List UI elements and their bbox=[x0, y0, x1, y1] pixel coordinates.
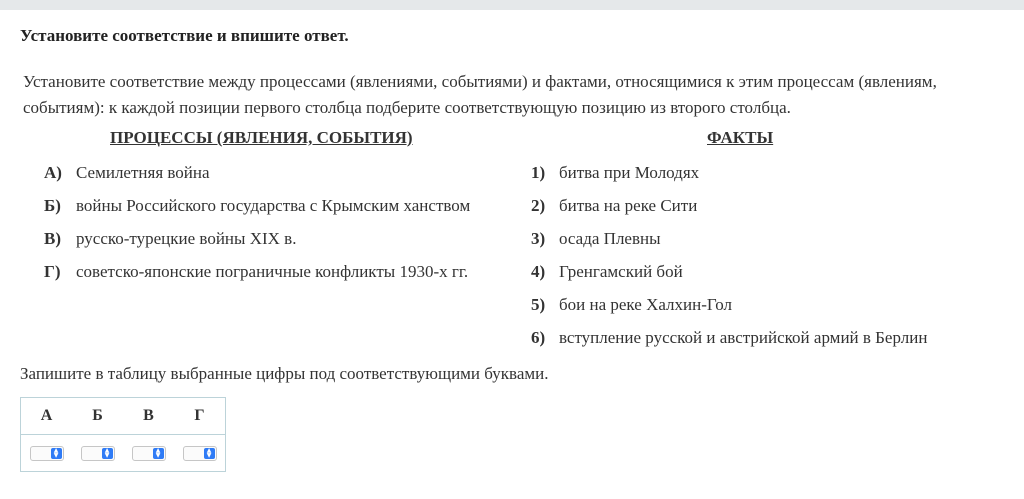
right-item-text: битва на реке Сити bbox=[559, 196, 698, 215]
answer-cell bbox=[174, 435, 226, 472]
up-down-chevron-icon: ▲ ▼ bbox=[51, 448, 62, 459]
right-item-label: 3) bbox=[531, 229, 546, 248]
left-item-v bbox=[44, 228, 296, 250]
answer-instruction: Запишите в таблицу выбранные цифры под соответствующими буквами. bbox=[20, 364, 549, 383]
answer-select-row bbox=[21, 435, 226, 472]
up-down-chevron-icon: ▲ ▼ bbox=[153, 448, 164, 459]
left-item-a bbox=[44, 162, 210, 184]
up-down-chevron-icon: ▲ ▼ bbox=[102, 448, 113, 459]
left-item-text: русско-турецкие войны XIX в. bbox=[76, 229, 297, 248]
right-item-text: осада Плевны bbox=[559, 229, 661, 248]
right-item-1 bbox=[531, 162, 699, 184]
left-item-g bbox=[44, 261, 468, 283]
right-item-label: 1) bbox=[531, 163, 546, 182]
right-item-4 bbox=[531, 261, 683, 283]
right-item-2 bbox=[531, 195, 697, 217]
task-header: Установите соответствие и впишите ответ. bbox=[20, 26, 349, 45]
top-bar bbox=[0, 0, 1024, 10]
right-item-label: 4) bbox=[531, 262, 546, 281]
answer-select-v[interactable] bbox=[132, 446, 166, 461]
up-down-chevron-icon: ▲ ▼ bbox=[204, 448, 215, 459]
answer-column-header: В bbox=[123, 398, 174, 435]
right-item-text: Гренгамский бой bbox=[559, 262, 683, 281]
answer-select-g[interactable] bbox=[183, 446, 217, 461]
left-item-text: Семилетняя война bbox=[76, 163, 210, 182]
left-item-text: советско-японские пограничные конфликты 1930-х гг. bbox=[76, 262, 469, 281]
answer-column-header: А bbox=[21, 398, 73, 435]
right-item-text: вступление русской и австрийской армий в Берлин bbox=[559, 328, 928, 347]
left-item-label: Г) bbox=[44, 262, 61, 281]
answer-select-a[interactable] bbox=[30, 446, 64, 461]
left-item-label: В) bbox=[44, 229, 61, 248]
right-item-text: битва при Молодях bbox=[559, 163, 700, 182]
answer-column-header: Б bbox=[72, 398, 123, 435]
left-column-heading: ПРОЦЕССЫ (ЯВЛЕНИЯ, СОБЫТИЯ) bbox=[110, 128, 413, 147]
right-item-5 bbox=[531, 294, 732, 316]
task-instruction: Установите соответствие между процессами (явлениями, событиями) и фактами, относящимися к этим процессам (явлениям, событиям): к каждой позиции первого столбца подберите соответствующую позицию из второго столбца. bbox=[23, 72, 937, 117]
right-item-label: 2) bbox=[531, 196, 546, 215]
answer-select-b[interactable] bbox=[81, 446, 115, 461]
answer-header-row bbox=[21, 398, 226, 435]
left-item-label: А) bbox=[44, 163, 62, 182]
left-item-text: войны Российского государства с Крымским ханством bbox=[76, 196, 471, 215]
right-column-heading: ФАКТЫ bbox=[707, 128, 774, 147]
left-item-b bbox=[44, 195, 470, 217]
answer-cell bbox=[123, 435, 174, 472]
right-item-label: 6) bbox=[531, 328, 546, 347]
right-item-3 bbox=[531, 228, 661, 250]
answer-cell bbox=[72, 435, 123, 472]
answer-column-header: Г bbox=[174, 398, 226, 435]
answer-cell bbox=[21, 435, 73, 472]
left-item-label: Б) bbox=[44, 196, 61, 215]
right-item-label: 5) bbox=[531, 295, 546, 314]
right-item-6 bbox=[531, 327, 927, 349]
right-item-text: бои на реке Халхин-Гол bbox=[559, 295, 732, 314]
answer-table bbox=[20, 397, 226, 472]
